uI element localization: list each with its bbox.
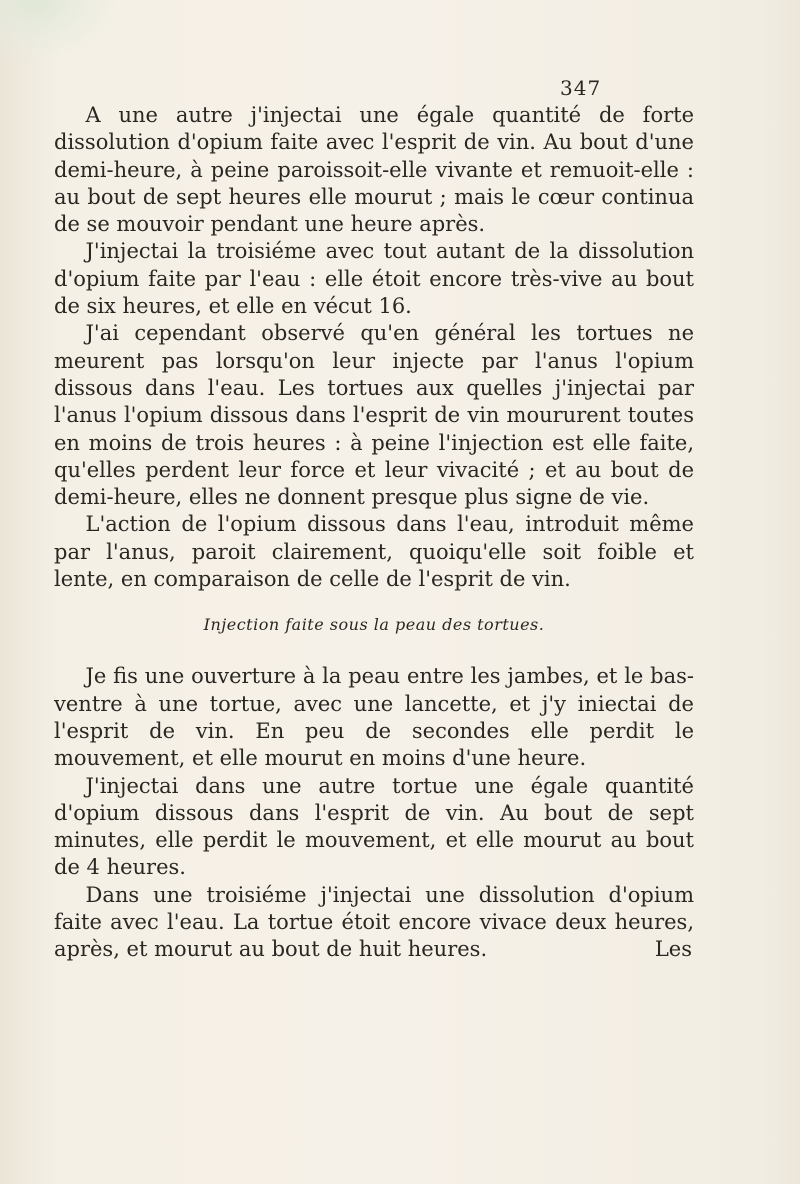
paragraph: A une autre j'injectai une égale quantité de forte dissolution d'opium faite avec l'esprit de vin. Au bout d'une demi-heure, à peine paroissoit-elle vivante et remuoit-elle : au bout de sept heures elle mourut ; mais le cœur continua de se mouvoir pendant une heure après. xyxy=(54,103,694,237)
paragraph: Je fis une ouverture à la peau entre les jambes, et le bas-ventre à une tortue, avec une lancette, et j'y iniectai de l'esprit de vin. En peu de secondes elle perdit le mouvement, et elle mourut en moins d'une heure. xyxy=(54,664,694,771)
paragraph: L'action de l'opium dissous dans l'eau, introduit même par l'anus, paroit clairement, quoiqu'elle soit foible et lente, en comparaison de celle de l'esprit de vin. xyxy=(54,512,694,592)
paragraph: J'ai cependant observé qu'en général les tortues ne meurent pas lorsqu'on leur injecte par l'anus l'opium dissous dans l'eau. Les tortues aux quelles j'injectai par l'anus l'opium dissous dans l'esprit de vin moururent toutes en moins de trois heures : à peine l'injection est elle faite, qu'elles perdent leur force et leur vivacité ; et au bout de demi-heure, elles ne donnent presque plus signe de vie. xyxy=(54,321,694,510)
paragraph: J'injectai la troisiéme avec tout autant de la dissolution d'opium faite par l'eau : elle étoit encore très-vive au bout de six heures, et elle en vécut 16. xyxy=(54,239,694,319)
paragraph: J'injectai dans une autre tortue une égale quantité d'opium dissous dans l'esprit de vin. Au bout de sept minutes, elle perdit le mouvement, et elle mourut au bout de 4 heures. xyxy=(54,773,694,880)
paragraph: Dans une troisiéme j'injectai une dissolution d'opium faite avec l'eau. La tortue étoit encore vivace deux heures, après, et mourut au bout de huit heures. xyxy=(54,882,694,962)
page-stain xyxy=(0,0,120,60)
catchword: Les xyxy=(654,937,692,962)
section-heading: Injection faite sous la peau des tortues. xyxy=(203,615,545,635)
body-text xyxy=(54,102,694,964)
page-number: 347 xyxy=(560,76,602,100)
